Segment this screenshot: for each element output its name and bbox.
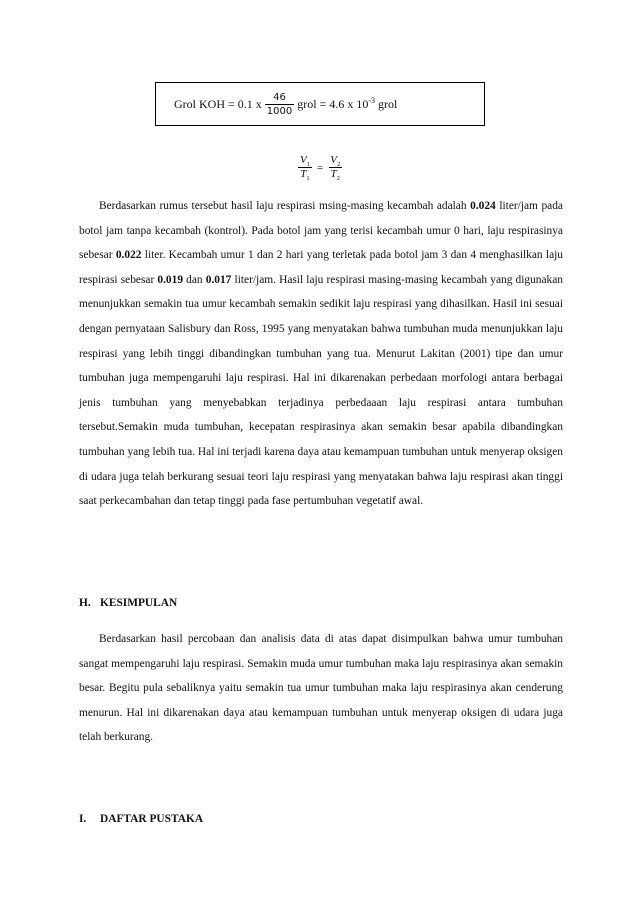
koh-formula <box>174 91 397 118</box>
koh-formula-box <box>155 82 485 126</box>
v1-symbol: V <box>300 154 307 166</box>
discussion-text-5: liter/jam. Hasil laju respirasi masing-masing kecambah yang digunakan menunjukkan semakin tua umur kecambah semakin sedikit laju respirasi yang dihasilkan. Hasil ini sesuai dengan pernyataan Salisbury dan Ross, 1995 yang menyatakan bahwa tumbuhan muda menunjukkan laju respirasi yang lebih tinggi dibandingkan tumbuhan yang tua. Menurut Lakitan (2001) tipe dan umur tumbuhan juga mempengaruhi laju respirasi. Hal ini dikarenakan perbedaan morfologi antara berbagai jenis tumbuhan yang menyebabkan terjadinya perbedaaan laju respirasi antara tumbuhan tersebut.Semakin muda tumbuhan, kecepatan respirasinya akan semakin besar apabila dibandingkan tumbuhan yang lebih tua. Hal ini terjadi karena daya atau kemampuan tumbuhan untuk menyerap oksigen di udara juga telah berkurang sesuai teori laju respirasi yang menyatakan bahwa laju respirasi akan tinggi saat perkecambahan dan tetap tinggi pada fase pertumbuhan vegetatif awal. <box>79 273 563 508</box>
rate-day1-value: 0.019 <box>157 273 184 286</box>
discussion-text-2: liter/jam pada botol jam tanpa kecambah (kontrol). Pada botol jam yang terisi kecambah umur 0 hari, laju respirasinya sebesar <box>79 200 563 262</box>
conclusion-paragraph <box>79 627 563 750</box>
t2-symbol: T <box>330 168 337 180</box>
t2-subscript: 2 <box>336 175 340 183</box>
t1-symbol: T <box>300 168 307 180</box>
discussion-text-4: dan <box>183 273 206 286</box>
section-heading-daftar-pustaka <box>79 813 203 825</box>
rate-day2-value: 0.017 <box>205 273 232 286</box>
formula-result <box>297 97 397 112</box>
t1-subscript: 1 <box>306 175 310 183</box>
discussion-paragraph <box>79 194 563 514</box>
conclusion-text: Berdasarkan hasil percobaan dan analisis data di atas dapat disimpulkan bahwa umur tumbuhan sangat mempengaruhi laju respirasi. Semakin muda umur tumbuhan maka laju respirasinya akan semakin besar. Begitu pula sebaliknya yaitu semakin tua umur tumbuhan maka laju respirasinya akan cenderung menurun. Hal ini dikarenakan daya atau kemampuan tumbuhan untuk menyerap oksigen di udara juga telah berkurang. <box>79 633 563 744</box>
section-title: DAFTAR PUSTAKA <box>100 813 204 825</box>
equals-sign: = <box>316 161 324 174</box>
fraction-numerator: 46 <box>273 92 286 103</box>
fraction-denominator: 1000 <box>266 106 293 117</box>
section-letter: I. <box>79 813 87 825</box>
formula-prefix: Grol KOH = 0.1 x <box>174 97 262 111</box>
formula-result-text: grol = 4.6 x 10 <box>297 97 369 111</box>
section-title: KESIMPULAN <box>100 597 178 609</box>
rate-day0-value: 0.022 <box>115 249 142 262</box>
discussion-text-3: liter. Kecambah umur 1 dan 2 hari yang terletak pada botol jam 3 dan 4 menghasilkan laju respirasi sebesar <box>79 249 563 286</box>
section-heading-kesimpulan <box>79 597 177 609</box>
rate-control-value: 0.024 <box>470 200 496 212</box>
formula-fraction <box>265 91 294 118</box>
v1-subscript: 1 <box>306 161 310 169</box>
section-letter: H. <box>79 597 91 609</box>
gas-law-right-fraction <box>328 154 342 181</box>
formula-unit: grol <box>375 97 398 111</box>
gas-law-left-fraction <box>298 154 312 181</box>
v2-symbol: V <box>330 154 337 166</box>
v2-subscript: 2 <box>336 161 341 169</box>
discussion-text-1: Berdasarkan rumus tersebut hasil laju respirasi msing-masing kecambah adalah <box>99 200 471 212</box>
formula-exponent: -3 <box>368 96 375 105</box>
gas-law-equation <box>295 154 345 181</box>
